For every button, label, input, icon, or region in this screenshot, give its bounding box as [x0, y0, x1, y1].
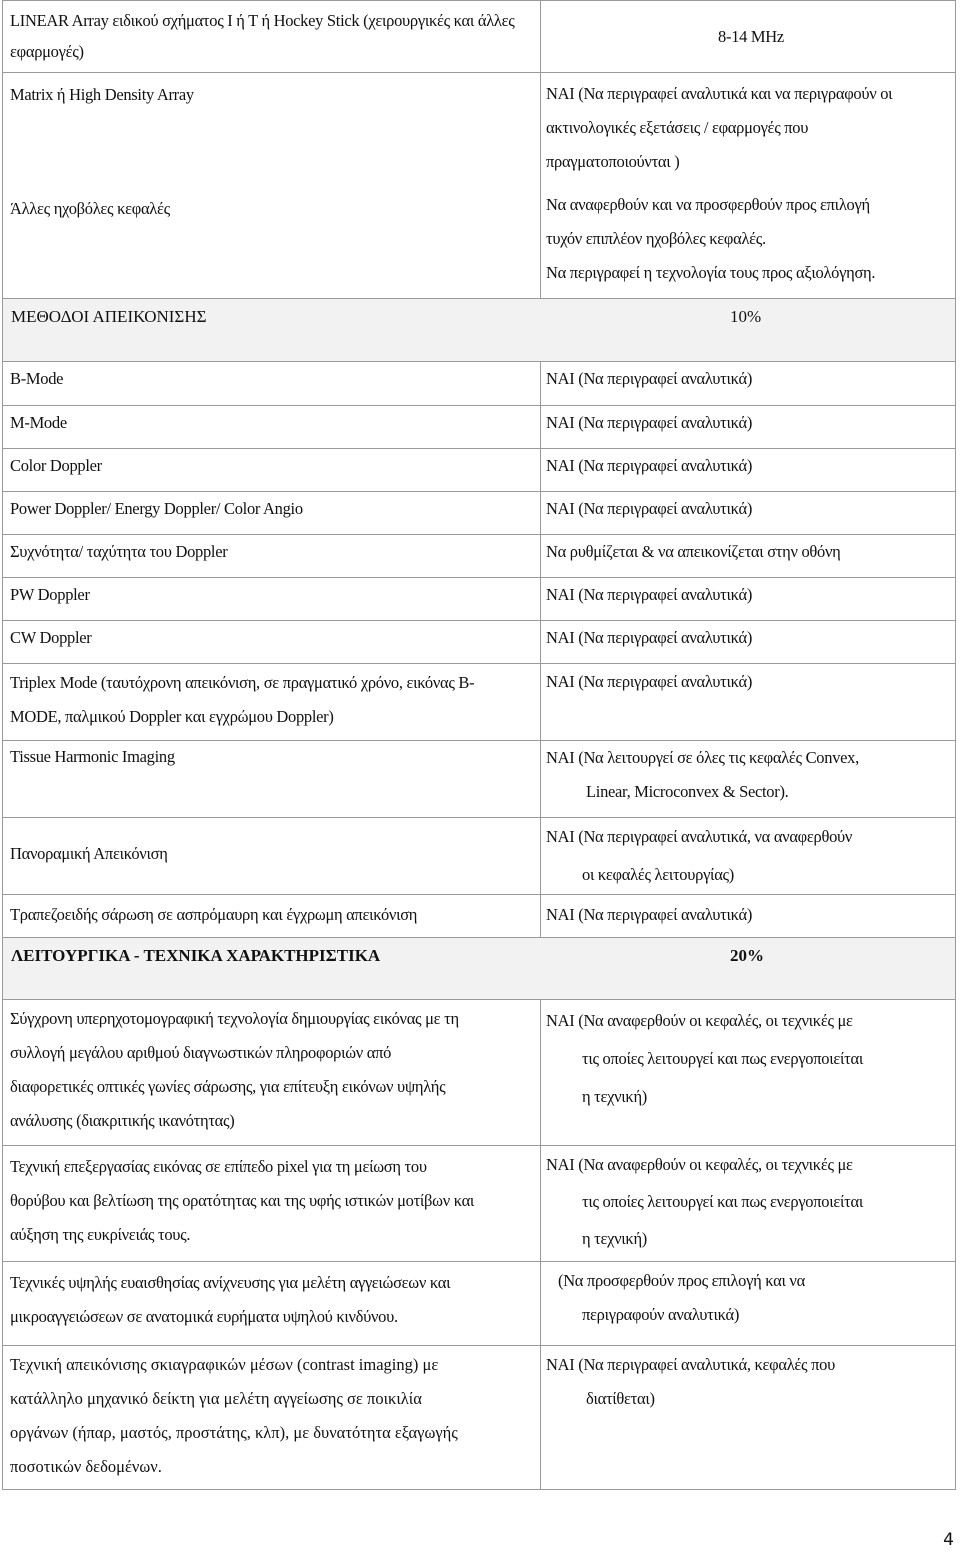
- spec-label: [10, 1266, 538, 1334]
- table-row: [2, 492, 956, 535]
- value-line: τις οποίες λειτουργεί και πως ενεργοποιείται: [582, 1192, 863, 1211]
- value-line: ΝΑΙ (Να αναφερθούν οι κεφαλές, οι τεχνικές με: [546, 1155, 853, 1174]
- spec-value: ΝΑΙ (Να περιγραφεί αναλυτικά): [546, 628, 753, 647]
- table-row: [2, 1346, 956, 1490]
- value-line: οι κεφαλές λειτουργίας): [582, 865, 734, 884]
- table-row: [2, 0, 956, 73]
- value-line: Να αναφερθούν και να προσφερθούν προς επιλογή: [546, 195, 870, 214]
- value-line: τυχόν επιπλέον ηχοβόλες κεφαλές.: [546, 229, 766, 248]
- section-title: ΛΕΙΤΟΥΡΓΙΚΑ - ΤΕΧΝΙΚΑ ΧΑΡΑΚΤΗΡΙΣΤΙΚΑ: [11, 946, 381, 965]
- value-line: (Να προσφερθούν προς επιλογή και να: [558, 1271, 805, 1290]
- label-line: κατάλληλο μηχανικό δείκτη για μελέτη αγγείωσης σε ποικιλία: [10, 1389, 422, 1408]
- table-row: [2, 1262, 956, 1346]
- label-line: ανάλυσης (διακριτικής ικανότητας): [10, 1111, 235, 1130]
- label-line: διαφορετικές οπτικές γωνίες σάρωσης, για επίτευξη εικόνων υψηλής: [10, 1077, 446, 1096]
- spec-label: Color Doppler: [10, 456, 102, 475]
- value-line: η τεχνική): [582, 1087, 647, 1106]
- spec-label: M-Mode: [10, 413, 67, 432]
- page-number: 4: [943, 1530, 954, 1550]
- section-weight: 10%: [730, 307, 762, 326]
- spec-label: Tissue Harmonic Imaging: [10, 747, 175, 766]
- table-row: [2, 449, 956, 492]
- spec-value: [546, 77, 956, 179]
- label-line: αύξηση της ευκρίνειάς τους.: [10, 1225, 191, 1244]
- value-line: πραγματοποιούνται ): [546, 152, 680, 171]
- value-line: ΝΑΙ (Να αναφερθούν οι κεφαλές, οι τεχνικές με: [546, 1011, 853, 1030]
- table-right-border: [955, 0, 956, 1490]
- label-line: συλλογή μεγάλου αριθμού διαγνωστικών πληροφοριών από: [10, 1043, 392, 1062]
- spec-value: [546, 1146, 956, 1257]
- section-title: ΜΕΘΟΔΟΙ ΑΠΕΙΚΟΝΙΣΗΣ: [11, 307, 207, 326]
- label-line: θορύβου και βελτίωση της ορατότητας και της υφής ιστικών μοτίβων και: [10, 1191, 475, 1210]
- spec-label: Matrix ή High Density Array: [10, 85, 194, 104]
- spec-value: ΝΑΙ (Να περιγραφεί αναλυτικά): [546, 413, 753, 432]
- column-divider: [540, 1000, 541, 1490]
- table-row: [2, 406, 956, 449]
- value-line: η τεχνική): [582, 1229, 647, 1248]
- spec-label: [10, 1150, 538, 1252]
- spec-value: [546, 1348, 956, 1416]
- spec-label: [10, 1348, 538, 1484]
- label-line: ποσοτικών δεδομένων.: [10, 1457, 162, 1476]
- value-line: Linear, Microconvex & Sector).: [586, 782, 789, 801]
- spec-value: ΝΑΙ (Να περιγραφεί αναλυτικά): [546, 369, 753, 388]
- column-divider: [540, 362, 541, 938]
- spec-value: [546, 1002, 956, 1116]
- label-line: μικροαγγειώσεων σε ανατομικά ευρήματα υψηλού κινδύνου.: [10, 1307, 398, 1326]
- value-line: ΝΑΙ (Να περιγραφεί αναλυτικά, να αναφερθούν: [546, 827, 853, 846]
- value-line: ΝΑΙ (Να λειτουργεί σε όλες τις κεφαλές Convex,: [546, 748, 859, 767]
- spec-label: Power Doppler/ Energy Doppler/ Color Angio: [10, 499, 303, 518]
- section-header: [2, 298, 956, 362]
- spec-label: PW Doppler: [10, 585, 90, 604]
- value-line: τις οποίες λειτουργεί και πως ενεργοποιείται: [582, 1049, 863, 1068]
- value-line: Να περιγραφεί η τεχνολογία τους προς αξιολόγηση.: [546, 263, 876, 282]
- spec-value: ΝΑΙ (Να περιγραφεί αναλυτικά): [546, 456, 753, 475]
- value-line: περιγραφούν αναλυτικά): [582, 1305, 740, 1324]
- label-line: MODE, παλμικού Doppler και εγχρώμου Doppler): [10, 707, 334, 726]
- value-line: ΝΑΙ (Να περιγραφεί αναλυτικά και να περιγραφούν οι: [546, 84, 893, 103]
- section-header: [2, 938, 956, 1000]
- spec-label: Τραπεζοειδής σάρωση σε ασπρόμαυρη και έγχρωμη απεικόνιση: [10, 905, 418, 924]
- label-line: Σύγχρονη υπερηχοτομογραφική τεχνολογία δημιουργίας εικόνας με τη: [10, 1009, 459, 1028]
- table-row: [2, 664, 956, 741]
- spec-label: [10, 1002, 538, 1138]
- spec-label: B-Mode: [10, 369, 64, 388]
- spec-value: ΝΑΙ (Να περιγραφεί αναλυτικά): [546, 672, 753, 691]
- table-row: [2, 741, 956, 818]
- section-weight: 20%: [730, 946, 764, 965]
- label-line: οργάνων (ήπαρ, μαστός, προστάτης, κλπ), με δυνατότητα εξαγωγής: [10, 1423, 458, 1442]
- spec-label: [10, 666, 538, 734]
- column-divider: [540, 0, 541, 300]
- spec-value: ΝΑΙ (Να περιγραφεί αναλυτικά): [546, 499, 753, 518]
- spec-value: [546, 818, 956, 894]
- table-row: [2, 1000, 956, 1146]
- spec-label: Συχνότητα/ ταχύτητα του Doppler: [10, 542, 228, 561]
- label-line: Τεχνική απεικόνισης σκιαγραφικών μέσων (contrast imaging) με: [10, 1355, 439, 1374]
- table-row: [2, 578, 956, 621]
- spec-value: [546, 741, 956, 809]
- spec-label: LINEAR Array ειδικού σχήματος Ι ή Τ ή Hockey Stick (χειρουργικές και άλλες εφαρμογές): [10, 11, 515, 61]
- table-row: [2, 535, 956, 578]
- table-left-border: [2, 0, 3, 1490]
- label-line: Triplex Mode (ταυτόχρονη απεικόνιση, σε πραγματικό χρόνο, εικόνας Β-: [10, 673, 475, 692]
- spec-value: [546, 188, 956, 290]
- spec-label: CW Doppler: [10, 628, 92, 647]
- spec-value: Να ρυθμίζεται & να απεικονίζεται στην οθόνη: [546, 542, 841, 561]
- spec-label: Άλλες ηχοβόλες κεφαλές: [10, 199, 170, 218]
- value-line: ΝΑΙ (Να περιγραφεί αναλυτικά, κεφαλές που: [546, 1355, 835, 1374]
- label-line: Τεχνική επεξεργασίας εικόνας σε επίπεδο pixel για τη μείωση του: [10, 1157, 427, 1176]
- table-row: [2, 621, 956, 664]
- table-row: [2, 73, 956, 188]
- spec-value: ΝΑΙ (Να περιγραφεί αναλυτικά): [546, 905, 753, 924]
- table-row: [2, 818, 956, 895]
- spec-value: 8-14 MHz: [718, 27, 784, 46]
- spec-value: [558, 1264, 960, 1332]
- table-row: [2, 362, 956, 406]
- spec-value: ΝΑΙ (Να περιγραφεί αναλυτικά): [546, 585, 753, 604]
- value-line: ακτινολογικές εξετάσεις / εφαρμογές που: [546, 118, 809, 137]
- table-row: [2, 1146, 956, 1262]
- table-row: [2, 188, 956, 300]
- spec-label: Πανοραμική Απεικόνιση: [10, 844, 168, 863]
- label-line: Τεχνικές υψηλής ευαισθησίας ανίχνευσης για μελέτη αγγειώσεων και: [10, 1273, 451, 1292]
- table-row: [2, 895, 956, 938]
- value-line: διατίθεται): [586, 1389, 655, 1408]
